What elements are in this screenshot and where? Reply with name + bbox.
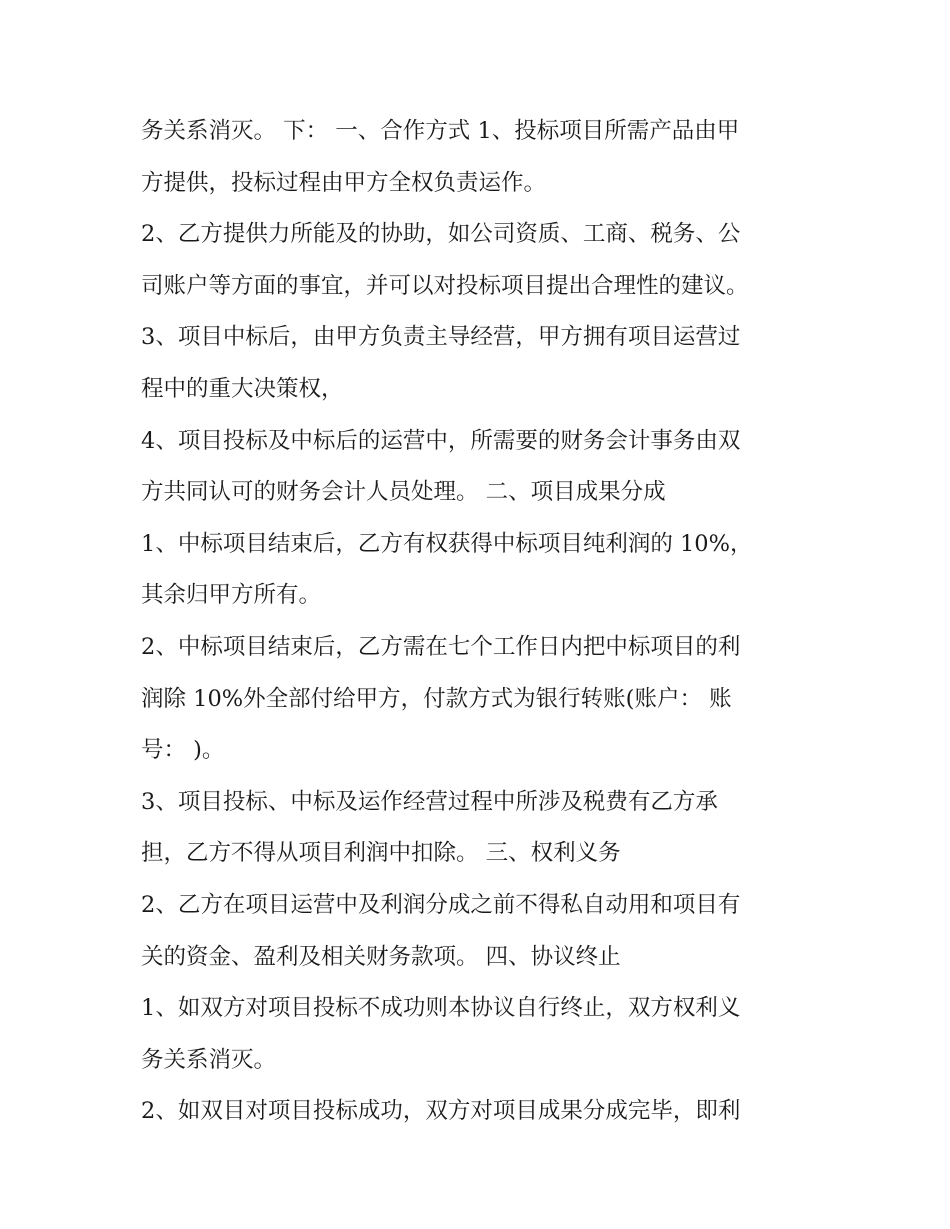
text-line: 3、项目中标后，由甲方负责主导经营，甲方拥有项目运营过 (141, 324, 741, 351)
text-line: 4、项目投标及中标后的运营中，所需要的财务会计事务由双 (141, 427, 741, 454)
text-line: 2、乙方提供力所能及的协助，如公司资质、工商、税务、公 (141, 221, 741, 248)
text-line: 2、如双目对项目投标成功，双方对项目成果分成完毕，即利 (141, 1098, 741, 1125)
text-line: 3、项目投标、中标及运作经营过程中所涉及税费有乙方承 (141, 788, 718, 815)
text-line: 方共同认可的财务会计人员处理。 二、项目成果分成 (141, 479, 666, 506)
text-line: 2、中标项目结束后，乙方需在七个工作日内把中标项目的利 (141, 633, 741, 660)
text-line: 务关系消灭。 下： 一、合作方式 1、投标项目所需产品由甲 (141, 118, 740, 144)
text-line: 司账户等方面的事宜，并可以对投标项目提出合理性的建议。 (141, 272, 749, 299)
text-line: 方提供，投标过程由甲方全权负责运作。 (141, 169, 547, 196)
text-line: 务关系消灭。 (141, 1046, 277, 1073)
text-line: 担，乙方不得从项目利润中扣除。 三、权利义务 (141, 840, 621, 867)
document-body (141, 106, 813, 1138)
text-line: 1、中标项目结束后，乙方有权获得中标项目纯利润的 10%， (141, 530, 753, 557)
text-line: 关的资金、盈利及相关财务款项。 四、协议终止 (141, 943, 621, 970)
text-line: 1、如双方对项目投标不成功则本协议自行终止，双方权利义 (141, 995, 741, 1022)
text-line: 2、乙方在项目运营中及利润分成之前不得私自动用和项目有 (141, 891, 741, 918)
text-line: 程中的重大决策权， (141, 375, 344, 402)
text-line: 润除 10%外全部付给甲方，付款方式为银行转账(账户： 账 (141, 685, 732, 712)
text-line: 号： )。 (141, 737, 225, 764)
text-line: 其余归甲方所有。 (141, 582, 322, 609)
